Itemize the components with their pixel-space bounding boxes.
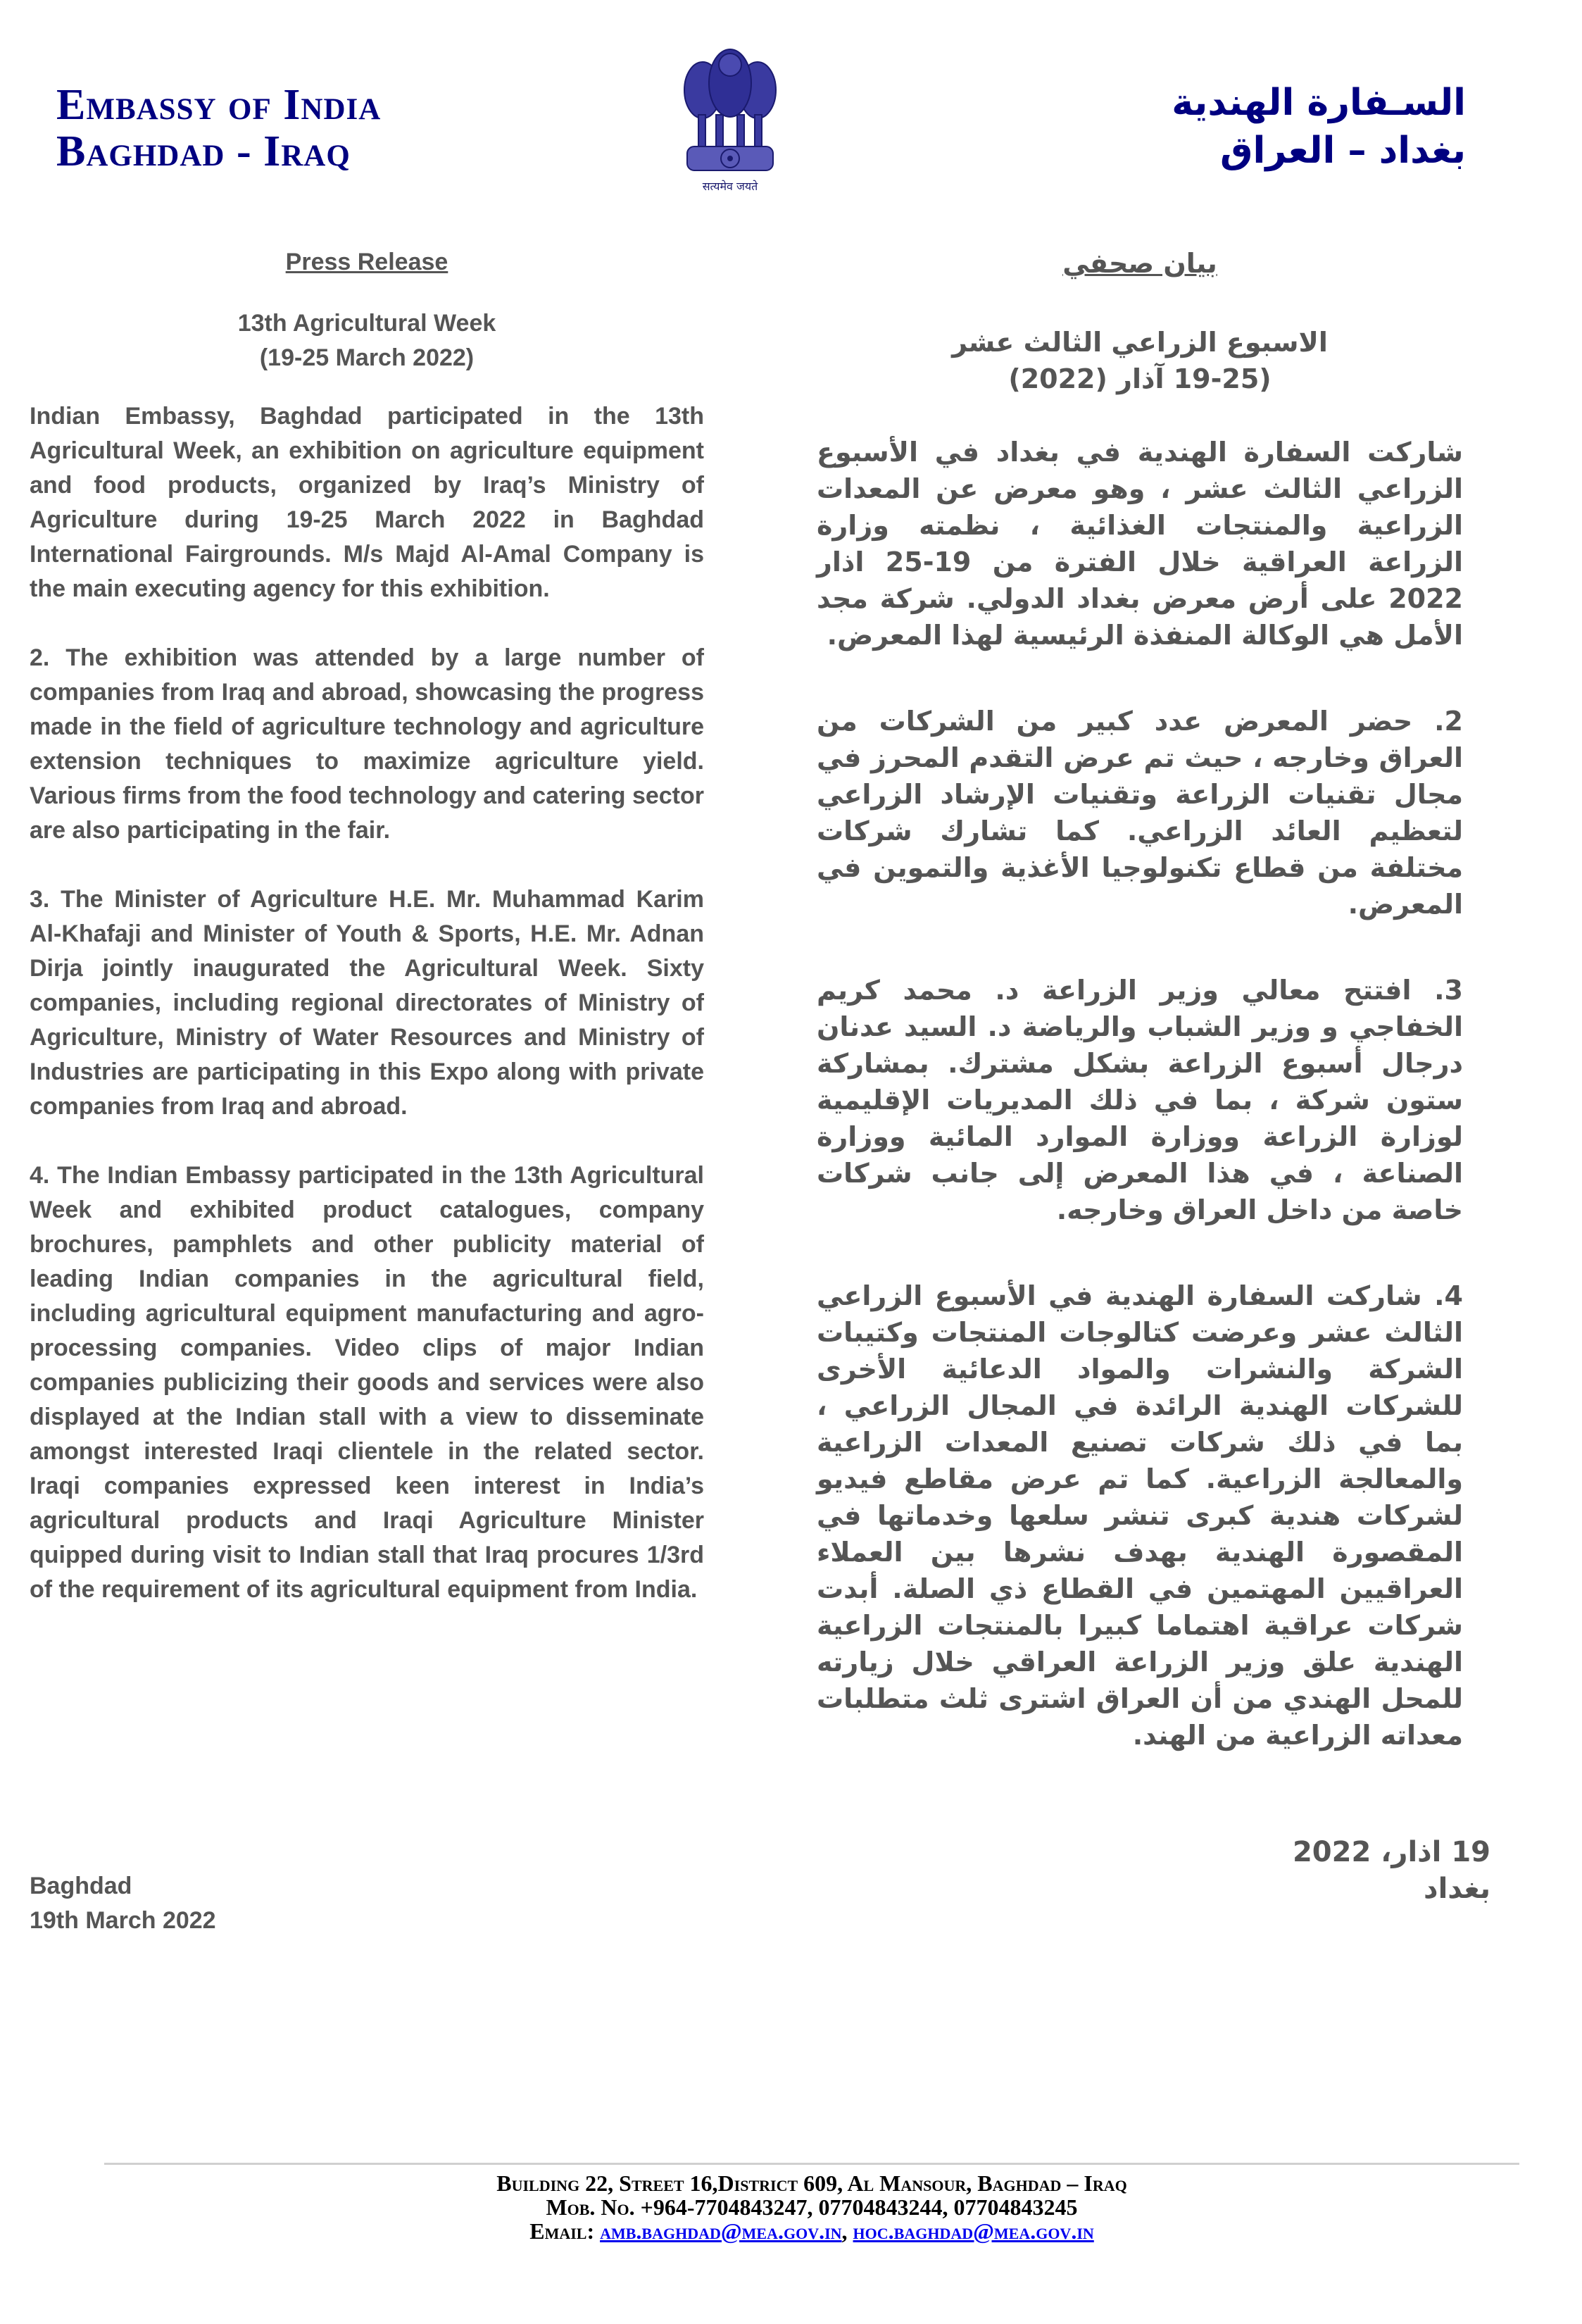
place: Baghdad (30, 1873, 132, 1899)
phone-numbers: +964-7704843247, 07704843244, 07704843245 (640, 2194, 1078, 2220)
paragraph-3-arabic: 3. افتتح معالي وزير الزراعة د. محمد كريم الخفاجي و وزير الشباب والرياضة د. السيد عدنان درجال أسبوع الزراعة بشكل مشترك. بمشاركة ستون شركة ، بما في ذلك المديريات الإقليمية لوزارة الزراعة ووزارة الموارد المائية ووزارة الصناعة ، في هذا المعرض إلى جانب شركات خاصة من داخل العراق وخارجه. (817, 975, 1463, 1225)
press-release-heading-arabic: بيان صحفي (1062, 248, 1217, 279)
paragraph-1-arabic: شاركت السفارة الهندية في بغداد في الأسبوع الزراعي الثالث عشر ، وهو معرض عن المعدات الزراعية والمنتجات الغذائية ، نظمته وزارة الزراعة العراقية خلال الفترة من 19-25 اذار 2022 على أرض معرض بغداد الدولي. شركة مجد الأمل هي الوكالة المنفذة الرئيسية لهذا المعرض. (817, 437, 1463, 651)
paragraph-2: 2. The exhibition was attended by a large number of companies from Iraq and abroad, showcasing the progress made in the field of agriculture technology and agriculture extension techniques to maximize agriculture yield. Various firms from the food technology and catering sector are also participating in the fair. (30, 644, 704, 844)
email-separator: , (841, 2218, 853, 2244)
embassy-title: Embassy of India (56, 81, 382, 129)
footer-address: Building 22, Street 16,District 609, Al Mansour, Baghdad – Iraq (496, 2170, 1127, 2196)
email-link-hoc[interactable]: hoc.baghdad@mea.gov.in (853, 2218, 1094, 2244)
embassy-location-arabic: بغداد – العراق (1220, 130, 1466, 172)
email-link-amb[interactable]: amb.baghdad@mea.gov.in (600, 2218, 842, 2244)
paragraph-4-arabic: 4. شاركت السفارة الهندية في الأسبوع الزراعي الثالث عشر وعرضت كتالوجات المنتجات وكتيبات الشركة والنشرات والمواد الدعائية الأخرى للشركات الهندية الرائدة في المجال الزراعي ، بما في ذلك شركات تصنيع المعدات الزراعية والمعالجة الزراعية. كما تم عرض مقاطع فيديو لشركات هندية كبرى تنشر سلعها وخدماتها في المقصورة الهندية بهدف نشرها بين العملاء العراقيين المهتمين في القطاع ذي الصلة. أبدت شركات عراقية اهتماما كبيرا بالمنتجات الزراعية الهندية علق وزير الزراعة العراقي خلال زيارته للمحل الهندي من أن العراق اشترى ثلث متطلبات معداته الزراعية من الهند. (817, 1280, 1463, 1751)
event-dates: (19-25 March 2022) (259, 344, 475, 371)
arabic-column (817, 245, 1463, 1754)
paragraph-1: Indian Embassy, Baghdad participated in the 13th Agricultural Week, an exhibition on agriculture equipment and food products, organized by Iraq’s Ministry of Agriculture during 19-25 March 2022 in Baghdad International Fairgrounds. M/s Majd Al-Amal Company is the main executing agency for this exhibition. (30, 403, 704, 602)
embassy-name-english (56, 83, 381, 173)
footer (104, 2171, 1519, 2243)
national-emblem-icon (677, 41, 783, 200)
event-title: 13th Agricultural Week (237, 310, 496, 337)
paragraph-2-arabic: 2. حضر المعرض عدد كبير من الشركات من العراق وخارجه ، حيث تم عرض التقدم المحرز في مجال تقنيات الزراعة وتقنيات الإرشاد الزراعي لتعظيم العائد الزراعي. كما تشارك شركات مختلفة من قطاع تكنولوجيا الأغذية والتموين في المعرض. (817, 706, 1463, 920)
email-label: Email: (529, 2218, 595, 2244)
embassy-location: Baghdad - Iraq (56, 127, 351, 175)
embassy-title-arabic: السـفارة الهندية (1172, 82, 1466, 124)
press-release-heading: Press Release (285, 249, 448, 275)
event-dates-arabic: (19-25 آذار (2022) (1008, 363, 1272, 394)
footer-phones (104, 2195, 1519, 2219)
signature-english (30, 1869, 216, 1938)
footer-divider (104, 2163, 1519, 2165)
footer-email (104, 2219, 1519, 2243)
svg-text:सत्यमेव जयते: सत्यमेव जयते (702, 180, 758, 193)
place-arabic: بغداد (1424, 1873, 1490, 1905)
english-column (30, 245, 704, 1607)
event-title-arabic: الاسبوع الزراعي الثالث عشر (952, 327, 1328, 358)
date-arabic: 19 اذار، 2022 (1292, 1836, 1490, 1868)
paragraph-4: 4. The Indian Embassy participated in the 13th Agricultural Week and exhibited product catalogues, company brochures, pamphlets and other publicity material of leading Indian companies in the agricultural field, including agricultural equipment manufacturing and agro-processing companies. Video clips of major Indian companies publicizing their goods and services were also displayed at the Indian stall with a view to disseminate amongst interested Iraqi clientele in the related sector. Iraqi companies expressed keen interest in India’s agricultural products and Iraqi Agriculture Minister quipped during visit to Indian stall that Iraq procures 1/3rd of the requirement of its agricultural equipment from India. (30, 1162, 704, 1603)
signature-arabic (1293, 1834, 1490, 1907)
phone-label: Mob. No. (546, 2194, 635, 2220)
paragraph-3: 3. The Minister of Agriculture H.E. Mr. Muhammad Karim Al-Khafaji and Minister of Youth & Sports, H.E. Mr. Adnan Dirja jointly inaugurated the Agricultural Week. Sixty companies, including regional directorates of Ministry of Agriculture, Ministry of Water Resources and Ministry of Industries are participating in this Expo along with private companies from Iraq and abroad. (30, 886, 704, 1120)
date: 19th March 2022 (30, 1907, 216, 1934)
embassy-name-arabic (1172, 79, 1466, 175)
